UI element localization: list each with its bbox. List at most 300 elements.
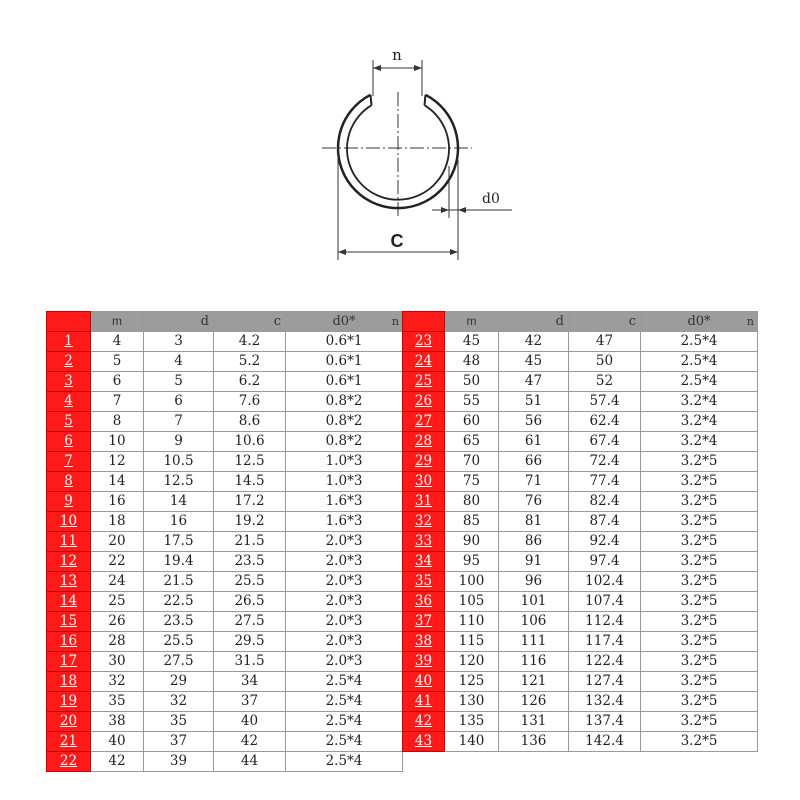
cell-m: 85 (445, 512, 499, 532)
cell-d0-n: 1.0*3 (286, 472, 403, 492)
ring-diagram (0, 0, 800, 280)
row-index (403, 472, 445, 492)
row-index (47, 672, 91, 692)
d0-arrow-left (441, 207, 449, 213)
cell-d0-n: 2.0*3 (286, 552, 403, 572)
row-index (47, 712, 91, 732)
cell-c: 5.2 (214, 352, 286, 372)
table-row (403, 692, 758, 712)
cell-d0-n: 3.2*4 (641, 392, 758, 412)
cell-m: 42 (91, 752, 144, 772)
row-index (47, 352, 91, 372)
header-d: d (499, 312, 569, 332)
row-index (403, 372, 445, 392)
cell-d: 121 (499, 672, 569, 692)
header-n: n (746, 315, 754, 328)
table-row (47, 512, 403, 532)
cell-d0-n: 3.2*5 (641, 492, 758, 512)
cell-d: 96 (499, 572, 569, 592)
cell-d0-n: 3.2*5 (641, 732, 758, 752)
row-index-label: 5 (64, 413, 73, 429)
row-index-label: 33 (414, 533, 433, 549)
cell-d0-n: 2.0*3 (286, 572, 403, 592)
cell-d: 91 (499, 552, 569, 572)
table-row (403, 672, 758, 692)
cell-d: 7 (144, 412, 214, 432)
row-index-label: 4 (64, 393, 73, 409)
table-row (403, 412, 758, 432)
cell-c: 12.5 (214, 452, 286, 472)
cell-c: 17.2 (214, 492, 286, 512)
cell-m: 60 (445, 412, 499, 432)
table-row (403, 472, 758, 492)
cell-c: 67.4 (569, 432, 641, 452)
table-row (403, 632, 758, 652)
cell-d: 16 (144, 512, 214, 532)
cell-c: 7.6 (214, 392, 286, 412)
cell-d: 21.5 (144, 572, 214, 592)
cell-d: 116 (499, 652, 569, 672)
row-index-label: 9 (64, 493, 73, 509)
table-row (47, 632, 403, 652)
row-index (47, 472, 91, 492)
table-row (47, 712, 403, 732)
row-index (403, 632, 445, 652)
table-row (47, 412, 403, 432)
row-index (47, 592, 91, 612)
cell-d: 42 (499, 332, 569, 352)
row-index (47, 692, 91, 712)
table-row (403, 432, 758, 452)
row-index-label: 14 (59, 593, 78, 609)
table-row (47, 472, 403, 492)
row-index (47, 412, 91, 432)
cell-c: 10.6 (214, 432, 286, 452)
table-row (47, 732, 403, 752)
cell-c: 87.4 (569, 512, 641, 532)
row-index-label: 7 (64, 453, 73, 469)
cell-d: 35 (144, 712, 214, 732)
cell-m: 32 (91, 672, 144, 692)
cell-d: 17.5 (144, 532, 214, 552)
cell-c: 6.2 (214, 372, 286, 392)
cell-c: 31.5 (214, 652, 286, 672)
header-d0-n (641, 312, 758, 332)
cell-d0-n: 3.2*4 (641, 412, 758, 432)
cell-d: 47 (499, 372, 569, 392)
cell-d: 27.5 (144, 652, 214, 672)
cell-c: 44 (214, 752, 286, 772)
cell-d0-n: 3.2*5 (641, 512, 758, 532)
cell-d0-n: 2.5*4 (641, 372, 758, 392)
row-index-label: 1 (64, 333, 73, 349)
row-index-label: 43 (414, 733, 433, 749)
cell-d0-n: 2.5*4 (641, 352, 758, 372)
row-index-label: 37 (414, 613, 433, 629)
cell-d0-n: 3.2*5 (641, 452, 758, 472)
row-index (403, 692, 445, 712)
cell-c: 42 (214, 732, 286, 752)
cell-d: 45 (499, 352, 569, 372)
row-index-label: 16 (59, 633, 78, 649)
cell-d: 22.5 (144, 592, 214, 612)
cell-m: 26 (91, 612, 144, 632)
row-index (403, 332, 445, 352)
d0-arrow-right (458, 207, 466, 213)
table-row (47, 752, 403, 772)
header-m: m (445, 312, 499, 332)
cell-d0-n: 3.2*4 (641, 432, 758, 452)
cell-m: 18 (91, 512, 144, 532)
cell-m: 65 (445, 432, 499, 452)
cell-d: 106 (499, 612, 569, 632)
row-index (403, 532, 445, 552)
table-row (47, 372, 403, 392)
row-index-label: 8 (64, 473, 73, 489)
row-index (47, 652, 91, 672)
row-index (47, 432, 91, 452)
cell-m: 75 (445, 472, 499, 492)
cell-c: 107.4 (569, 592, 641, 612)
table-row (403, 572, 758, 592)
cell-m: 20 (91, 532, 144, 552)
table-row (47, 452, 403, 472)
cell-c: 29.5 (214, 632, 286, 652)
cell-d: 126 (499, 692, 569, 712)
row-index-label: 20 (59, 713, 78, 729)
cell-c: 127.4 (569, 672, 641, 692)
table-row (403, 352, 758, 372)
cell-d: 131 (499, 712, 569, 732)
cell-c: 102.4 (569, 572, 641, 592)
cell-m: 10 (91, 432, 144, 452)
row-index (403, 612, 445, 632)
table-row (47, 592, 403, 612)
header-m: m (91, 312, 144, 332)
cell-d: 56 (499, 412, 569, 432)
row-index-label: 15 (59, 613, 78, 629)
table-row (403, 332, 758, 352)
header-n: n (391, 315, 399, 328)
table-row (403, 732, 758, 752)
row-index (47, 632, 91, 652)
cell-c: 47 (569, 332, 641, 352)
row-index-label: 40 (414, 673, 433, 689)
header-d0: d0* (687, 314, 711, 329)
index-header (403, 312, 445, 332)
row-index-label: 41 (414, 693, 433, 709)
cell-c: 112.4 (569, 612, 641, 632)
cell-m: 24 (91, 572, 144, 592)
cell-d: 81 (499, 512, 569, 532)
cell-d: 14 (144, 492, 214, 512)
row-index (47, 332, 91, 352)
c-label: C (390, 231, 404, 251)
cell-d0-n: 0.6*1 (286, 372, 403, 392)
table-row (47, 552, 403, 572)
cell-m: 5 (91, 352, 144, 372)
cell-c: 34 (214, 672, 286, 692)
cell-d0-n: 3.2*5 (641, 472, 758, 492)
cell-c: 40 (214, 712, 286, 732)
cell-d0-n: 2.0*3 (286, 632, 403, 652)
cell-m: 35 (91, 692, 144, 712)
cell-c: 14.5 (214, 472, 286, 492)
cell-d0-n: 0.8*2 (286, 432, 403, 452)
cell-d0-n: 0.6*1 (286, 352, 403, 372)
cell-d: 10.5 (144, 452, 214, 472)
index-header (47, 312, 91, 332)
row-index (403, 712, 445, 732)
table-row (403, 552, 758, 572)
row-index (403, 652, 445, 672)
row-index (403, 672, 445, 692)
cell-d0-n: 2.5*4 (286, 732, 403, 752)
cell-m: 80 (445, 492, 499, 512)
row-index (47, 492, 91, 512)
cell-d: 19.4 (144, 552, 214, 572)
cell-d: 86 (499, 532, 569, 552)
cell-d0-n: 3.2*5 (641, 572, 758, 592)
cell-d: 3 (144, 332, 214, 352)
cell-d: 32 (144, 692, 214, 712)
row-index (403, 592, 445, 612)
cell-m: 110 (445, 612, 499, 632)
row-index-label: 2 (64, 353, 73, 369)
spec-table-right (402, 311, 758, 752)
row-index (403, 512, 445, 532)
cell-c: 57.4 (569, 392, 641, 412)
cell-m: 40 (91, 732, 144, 752)
cell-d0-n: 2.0*3 (286, 592, 403, 612)
row-index-label: 10 (59, 513, 78, 529)
row-index (403, 392, 445, 412)
table-row (47, 532, 403, 552)
cell-d0-n: 3.2*5 (641, 712, 758, 732)
row-index-label: 6 (64, 433, 73, 449)
cell-c: 25.5 (214, 572, 286, 592)
cell-d0-n: 2.0*3 (286, 652, 403, 672)
cell-m: 48 (445, 352, 499, 372)
cell-d0-n: 3.2*5 (641, 692, 758, 712)
cell-m: 28 (91, 632, 144, 652)
cell-m: 45 (445, 332, 499, 352)
table-row (403, 612, 758, 632)
row-index-label: 3 (64, 373, 73, 389)
cell-m: 90 (445, 532, 499, 552)
row-index (47, 512, 91, 532)
table-row (403, 452, 758, 472)
cell-c: 19.2 (214, 512, 286, 532)
cell-c: 72.4 (569, 452, 641, 472)
n-label: n (392, 46, 402, 64)
cell-c: 77.4 (569, 472, 641, 492)
cell-d: 29 (144, 672, 214, 692)
cell-d0-n: 0.6*1 (286, 332, 403, 352)
cell-c: 8.6 (214, 412, 286, 432)
table-row (47, 432, 403, 452)
table-header-row (403, 312, 758, 332)
row-index-label: 13 (59, 573, 78, 589)
row-index-label: 25 (414, 373, 433, 389)
ring-end-right (425, 95, 426, 105)
cell-d: 6 (144, 392, 214, 412)
cell-d0-n: 1.0*3 (286, 452, 403, 472)
table-row (403, 492, 758, 512)
cell-m: 140 (445, 732, 499, 752)
cell-m: 38 (91, 712, 144, 732)
cell-m: 12 (91, 452, 144, 472)
cell-m: 120 (445, 652, 499, 672)
cell-m: 7 (91, 392, 144, 412)
cell-d: 39 (144, 752, 214, 772)
row-index (47, 572, 91, 592)
cell-c: 122.4 (569, 652, 641, 672)
row-index (47, 752, 91, 772)
cell-d0-n: 2.5*4 (641, 332, 758, 352)
table-row (47, 652, 403, 672)
cell-c: 62.4 (569, 412, 641, 432)
row-index-label: 19 (59, 693, 78, 709)
cell-d0-n: 0.8*2 (286, 412, 403, 432)
header-c: c (214, 312, 286, 332)
cell-d: 61 (499, 432, 569, 452)
cell-d0-n: 3.2*5 (641, 532, 758, 552)
row-index (47, 392, 91, 412)
cell-m: 8 (91, 412, 144, 432)
cell-d: 76 (499, 492, 569, 512)
row-index (403, 732, 445, 752)
cell-c: 27.5 (214, 612, 286, 632)
cell-d0-n: 2.5*4 (286, 752, 403, 772)
cell-m: 115 (445, 632, 499, 652)
table-row (47, 492, 403, 512)
cell-m: 50 (445, 372, 499, 392)
table-row (47, 352, 403, 372)
cell-m: 125 (445, 672, 499, 692)
row-index (403, 432, 445, 452)
table-row (403, 392, 758, 412)
table-row (403, 592, 758, 612)
row-index (403, 572, 445, 592)
row-index-label: 30 (414, 473, 433, 489)
header-d: d (144, 312, 214, 332)
cell-d: 66 (499, 452, 569, 472)
row-index-label: 38 (414, 633, 433, 649)
n-arrow-left (373, 65, 381, 71)
row-index-label: 22 (59, 753, 78, 769)
c-arrow-right (450, 249, 458, 255)
table-row (47, 692, 403, 712)
row-index-label: 39 (414, 653, 433, 669)
cell-d: 9 (144, 432, 214, 452)
cell-c: 82.4 (569, 492, 641, 512)
row-index (403, 352, 445, 372)
cell-d: 136 (499, 732, 569, 752)
row-index (47, 732, 91, 752)
header-c: c (569, 312, 641, 332)
table-row (47, 612, 403, 632)
cell-d: 25.5 (144, 632, 214, 652)
cell-d: 111 (499, 632, 569, 652)
cell-m: 22 (91, 552, 144, 572)
cell-m: 16 (91, 492, 144, 512)
table-header-row (47, 312, 403, 332)
row-index-label: 35 (414, 573, 433, 589)
cell-c: 117.4 (569, 632, 641, 652)
row-index-label: 31 (414, 493, 433, 509)
table-row (403, 652, 758, 672)
cell-d0-n: 2.5*4 (286, 692, 403, 712)
table-row (403, 532, 758, 552)
cell-m: 55 (445, 392, 499, 412)
table-row (403, 512, 758, 532)
table-row (47, 672, 403, 692)
table-row (403, 712, 758, 732)
row-index-label: 36 (414, 593, 433, 609)
cell-c: 37 (214, 692, 286, 712)
cell-c: 26.5 (214, 592, 286, 612)
cell-d: 5 (144, 372, 214, 392)
row-index-label: 27 (414, 413, 433, 429)
cell-d: 23.5 (144, 612, 214, 632)
cell-d0-n: 3.2*5 (641, 632, 758, 652)
cell-m: 4 (91, 332, 144, 352)
cell-d: 12.5 (144, 472, 214, 492)
cell-d0-n: 2.5*4 (286, 712, 403, 732)
cell-m: 100 (445, 572, 499, 592)
row-index-label: 11 (59, 533, 78, 549)
cell-d0-n: 3.2*5 (641, 672, 758, 692)
cell-c: 92.4 (569, 532, 641, 552)
cell-c: 4.2 (214, 332, 286, 352)
row-index (47, 452, 91, 472)
row-index-label: 26 (414, 393, 433, 409)
row-index (47, 552, 91, 572)
n-arrow-right (414, 65, 422, 71)
d0-label: d0 (482, 191, 500, 207)
cell-d: 51 (499, 392, 569, 412)
row-index (403, 452, 445, 472)
cell-m: 14 (91, 472, 144, 492)
row-index-label: 28 (414, 433, 433, 449)
cell-d0-n: 2.5*4 (286, 672, 403, 692)
cell-m: 135 (445, 712, 499, 732)
ring-end-left (371, 95, 372, 105)
cell-d0-n: 2.0*3 (286, 532, 403, 552)
cell-d0-n: 2.0*3 (286, 612, 403, 632)
cell-c: 137.4 (569, 712, 641, 732)
cell-c: 97.4 (569, 552, 641, 572)
row-index (403, 412, 445, 432)
row-index-label: 18 (59, 673, 78, 689)
row-index-label: 32 (414, 513, 433, 529)
cell-d: 101 (499, 592, 569, 612)
row-index-label: 34 (414, 553, 433, 569)
cell-c: 52 (569, 372, 641, 392)
row-index (403, 552, 445, 572)
row-index (47, 532, 91, 552)
row-index-label: 24 (414, 353, 433, 369)
cell-d0-n: 3.2*5 (641, 552, 758, 572)
header-d0-n (286, 312, 403, 332)
cell-d0-n: 1.6*3 (286, 492, 403, 512)
cell-d0-n: 3.2*5 (641, 592, 758, 612)
row-index (47, 612, 91, 632)
cell-c: 23.5 (214, 552, 286, 572)
row-index-label: 29 (414, 453, 433, 469)
row-index (47, 372, 91, 392)
